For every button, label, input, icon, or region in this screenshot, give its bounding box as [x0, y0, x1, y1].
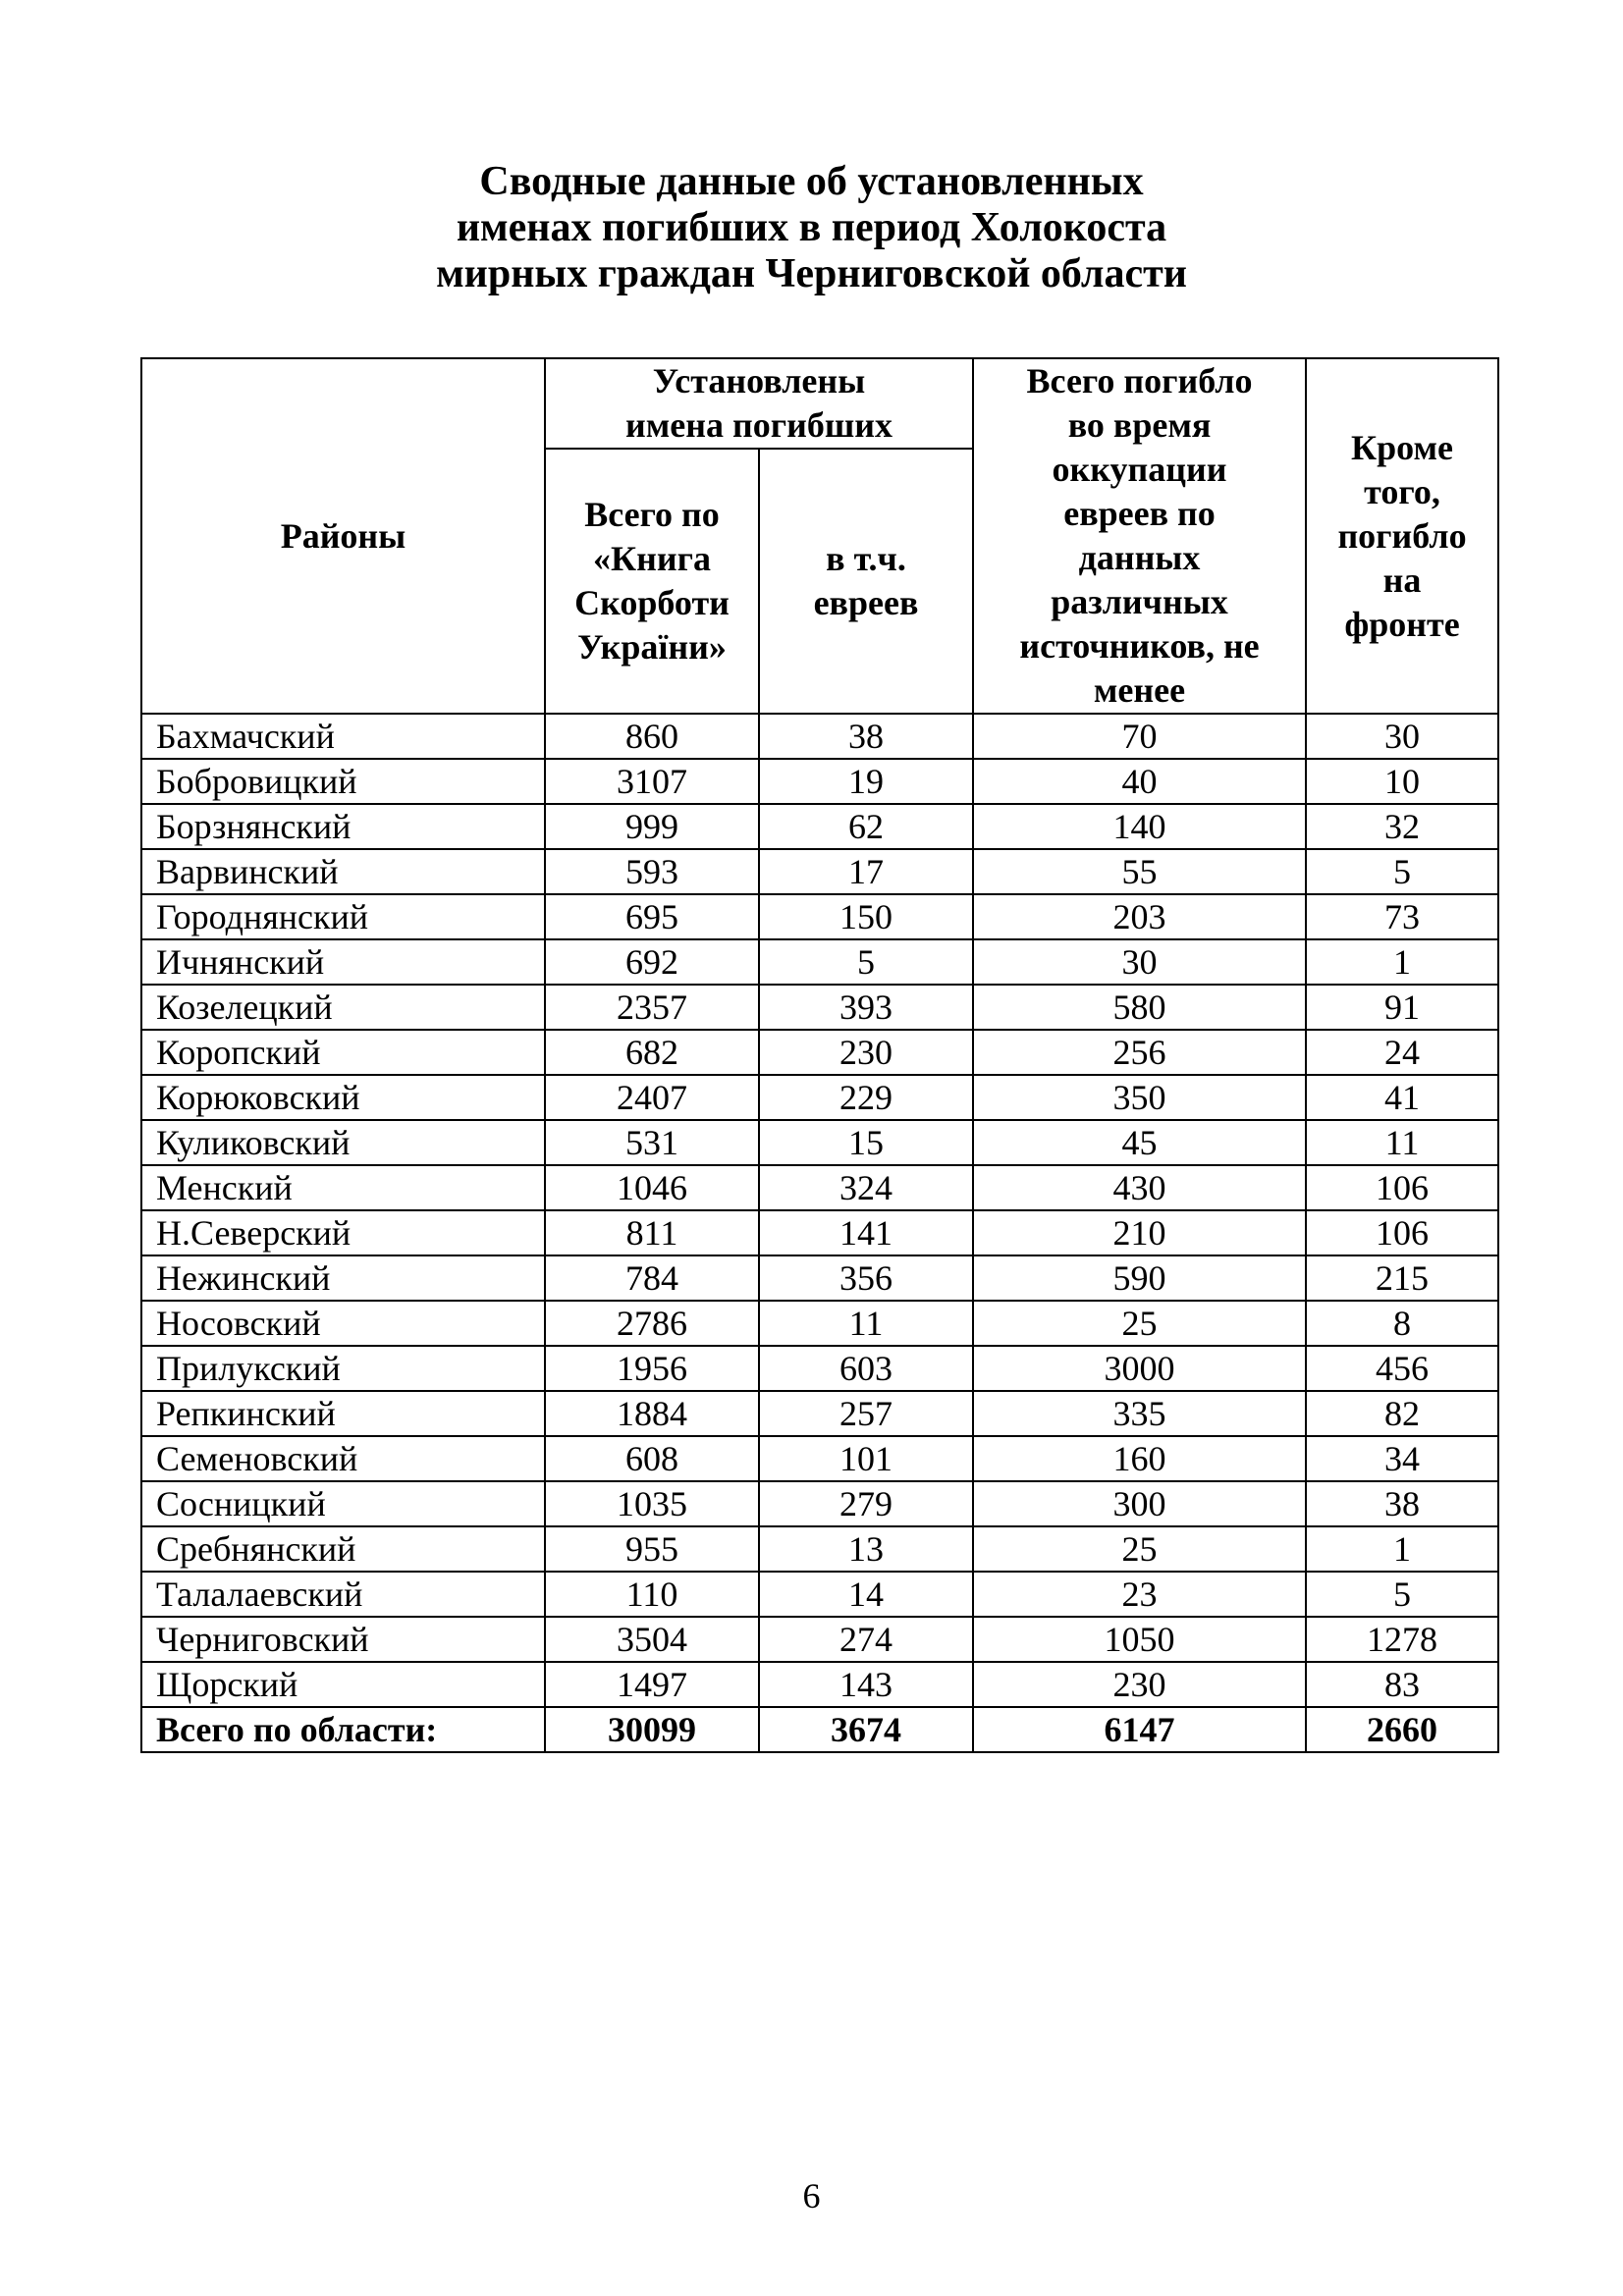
header-names-group: Установлены имена погибших [545, 358, 973, 449]
occupation-count-cell: 335 [973, 1391, 1306, 1436]
table-row [141, 1436, 1498, 1481]
table-row [141, 1572, 1498, 1617]
district-cell: Бобровицкий [141, 759, 545, 804]
district-cell: Корюковский [141, 1075, 545, 1120]
occupation-count-cell: 25 [973, 1301, 1306, 1346]
table-row [141, 1481, 1498, 1526]
book-count-cell: 1035 [545, 1481, 759, 1526]
front-count-cell: 215 [1306, 1255, 1498, 1301]
book-count-cell: 3107 [545, 759, 759, 804]
occupation-count-cell: 70 [973, 714, 1306, 759]
front-count-cell: 1278 [1306, 1617, 1498, 1662]
book-count-cell: 2357 [545, 985, 759, 1030]
title-line: мирных граждан Черниговской области [436, 251, 1187, 296]
jews-count-cell: 19 [759, 759, 973, 804]
jews-count-cell: 150 [759, 894, 973, 939]
book-count-cell: 608 [545, 1436, 759, 1481]
occupation-count-cell: 3000 [973, 1346, 1306, 1391]
front-count-cell: 11 [1306, 1120, 1498, 1165]
jews-count-cell: 13 [759, 1526, 973, 1572]
district-cell: Щорский [141, 1662, 545, 1707]
district-cell: Менский [141, 1165, 545, 1210]
jews-count-cell: 274 [759, 1617, 973, 1662]
table-row [141, 1210, 1498, 1255]
table-row [141, 1391, 1498, 1436]
front-count-cell: 10 [1306, 759, 1498, 804]
book-count-cell: 1956 [545, 1346, 759, 1391]
district-cell: Сребнянский [141, 1526, 545, 1572]
front-count-cell: 83 [1306, 1662, 1498, 1707]
occupation-count-cell: 23 [973, 1572, 1306, 1617]
front-count-cell: 24 [1306, 1030, 1498, 1075]
jews-count-cell: 393 [759, 985, 973, 1030]
total-front-cell: 2660 [1306, 1707, 1498, 1752]
front-count-cell: 5 [1306, 1572, 1498, 1617]
front-count-cell: 456 [1306, 1346, 1498, 1391]
occupation-count-cell: 30 [973, 939, 1306, 985]
occupation-count-cell: 230 [973, 1662, 1306, 1707]
front-count-cell: 106 [1306, 1165, 1498, 1210]
district-cell: Варвинский [141, 849, 545, 894]
jews-count-cell: 101 [759, 1436, 973, 1481]
district-cell: Талалаевский [141, 1572, 545, 1617]
table-row [141, 985, 1498, 1030]
district-cell: Черниговский [141, 1617, 545, 1662]
jews-count-cell: 17 [759, 849, 973, 894]
front-count-cell: 34 [1306, 1436, 1498, 1481]
occupation-count-cell: 300 [973, 1481, 1306, 1526]
book-count-cell: 531 [545, 1120, 759, 1165]
table-row [141, 894, 1498, 939]
page-title [0, 159, 1623, 297]
jews-count-cell: 38 [759, 714, 973, 759]
table-row [141, 1617, 1498, 1662]
table-row [141, 1165, 1498, 1210]
table-row [141, 1075, 1498, 1120]
table-row [141, 1301, 1498, 1346]
book-count-cell: 2786 [545, 1301, 759, 1346]
jews-count-cell: 14 [759, 1572, 973, 1617]
front-count-cell: 73 [1306, 894, 1498, 939]
occupation-count-cell: 55 [973, 849, 1306, 894]
occupation-count-cell: 590 [973, 1255, 1306, 1301]
jews-count-cell: 5 [759, 939, 973, 985]
header-district: Районы [141, 358, 545, 714]
occupation-count-cell: 430 [973, 1165, 1306, 1210]
district-cell: Куликовский [141, 1120, 545, 1165]
header-total-book: Всего по «Книга Скорботи України» [545, 449, 759, 714]
book-count-cell: 695 [545, 894, 759, 939]
table-row [141, 1526, 1498, 1572]
front-count-cell: 82 [1306, 1391, 1498, 1436]
header-killed-front: Кроме того, погибло на фронте [1306, 358, 1498, 714]
occupation-count-cell: 350 [973, 1075, 1306, 1120]
occupation-count-cell: 160 [973, 1436, 1306, 1481]
occupation-count-cell: 40 [973, 759, 1306, 804]
jews-count-cell: 141 [759, 1210, 973, 1255]
district-cell: Н.Северский [141, 1210, 545, 1255]
title-line: именах погибших в период Холокоста [456, 205, 1167, 250]
district-cell: Бахмачский [141, 714, 545, 759]
table-row [141, 714, 1498, 759]
title-line: Сводные данные об установленных [479, 159, 1144, 204]
jews-count-cell: 356 [759, 1255, 973, 1301]
table-row [141, 849, 1498, 894]
front-count-cell: 1 [1306, 1526, 1498, 1572]
book-count-cell: 1046 [545, 1165, 759, 1210]
jews-count-cell: 279 [759, 1481, 973, 1526]
table-row [141, 1255, 1498, 1301]
total-jews-cell: 3674 [759, 1707, 973, 1752]
book-count-cell: 1884 [545, 1391, 759, 1436]
table-header [141, 358, 1498, 714]
book-count-cell: 682 [545, 1030, 759, 1075]
book-count-cell: 110 [545, 1572, 759, 1617]
front-count-cell: 91 [1306, 985, 1498, 1030]
front-count-cell: 32 [1306, 804, 1498, 849]
district-cell: Семеновский [141, 1436, 545, 1481]
jews-count-cell: 11 [759, 1301, 973, 1346]
front-count-cell: 8 [1306, 1301, 1498, 1346]
jews-count-cell: 143 [759, 1662, 973, 1707]
district-cell: Козелецкий [141, 985, 545, 1030]
book-count-cell: 1497 [545, 1662, 759, 1707]
book-count-cell: 593 [545, 849, 759, 894]
table-row [141, 939, 1498, 985]
table-body [141, 714, 1498, 1752]
district-cell: Ичнянский [141, 939, 545, 985]
front-count-cell: 106 [1306, 1210, 1498, 1255]
jews-count-cell: 257 [759, 1391, 973, 1436]
jews-count-cell: 603 [759, 1346, 973, 1391]
occupation-count-cell: 580 [973, 985, 1306, 1030]
book-count-cell: 860 [545, 714, 759, 759]
summary-table [140, 357, 1499, 1753]
book-count-cell: 955 [545, 1526, 759, 1572]
book-count-cell: 999 [545, 804, 759, 849]
page-number: 6 [802, 2176, 821, 2216]
jews-count-cell: 62 [759, 804, 973, 849]
total-row [141, 1707, 1498, 1752]
total-label-cell: Всего по области: [141, 1707, 545, 1752]
jews-count-cell: 15 [759, 1120, 973, 1165]
table-row [141, 1120, 1498, 1165]
district-cell: Сосницкий [141, 1481, 545, 1526]
occupation-count-cell: 256 [973, 1030, 1306, 1075]
front-count-cell: 5 [1306, 849, 1498, 894]
front-count-cell: 1 [1306, 939, 1498, 985]
front-count-cell: 41 [1306, 1075, 1498, 1120]
table-row [141, 759, 1498, 804]
book-count-cell: 784 [545, 1255, 759, 1301]
occupation-count-cell: 25 [973, 1526, 1306, 1572]
district-cell: Нежинский [141, 1255, 545, 1301]
book-count-cell: 692 [545, 939, 759, 985]
total-book-cell: 30099 [545, 1707, 759, 1752]
district-cell: Городнянский [141, 894, 545, 939]
table-row [141, 1030, 1498, 1075]
district-cell: Прилукский [141, 1346, 545, 1391]
occupation-count-cell: 1050 [973, 1617, 1306, 1662]
header-jews: в т.ч. евреев [759, 449, 973, 714]
total-occupation-cell: 6147 [973, 1707, 1306, 1752]
table-row [141, 1346, 1498, 1391]
header-killed-occupation: Всего погибло во время оккупации евреев по данных различных источников, не менее [973, 358, 1306, 714]
book-count-cell: 2407 [545, 1075, 759, 1120]
district-cell: Борзнянский [141, 804, 545, 849]
jews-count-cell: 230 [759, 1030, 973, 1075]
table-row [141, 1662, 1498, 1707]
front-count-cell: 30 [1306, 714, 1498, 759]
jews-count-cell: 324 [759, 1165, 973, 1210]
book-count-cell: 811 [545, 1210, 759, 1255]
occupation-count-cell: 210 [973, 1210, 1306, 1255]
front-count-cell: 38 [1306, 1481, 1498, 1526]
jews-count-cell: 229 [759, 1075, 973, 1120]
district-cell: Коропский [141, 1030, 545, 1075]
occupation-count-cell: 203 [973, 894, 1306, 939]
occupation-count-cell: 45 [973, 1120, 1306, 1165]
occupation-count-cell: 140 [973, 804, 1306, 849]
district-cell: Репкинский [141, 1391, 545, 1436]
district-cell: Носовский [141, 1301, 545, 1346]
table-row [141, 804, 1498, 849]
book-count-cell: 3504 [545, 1617, 759, 1662]
